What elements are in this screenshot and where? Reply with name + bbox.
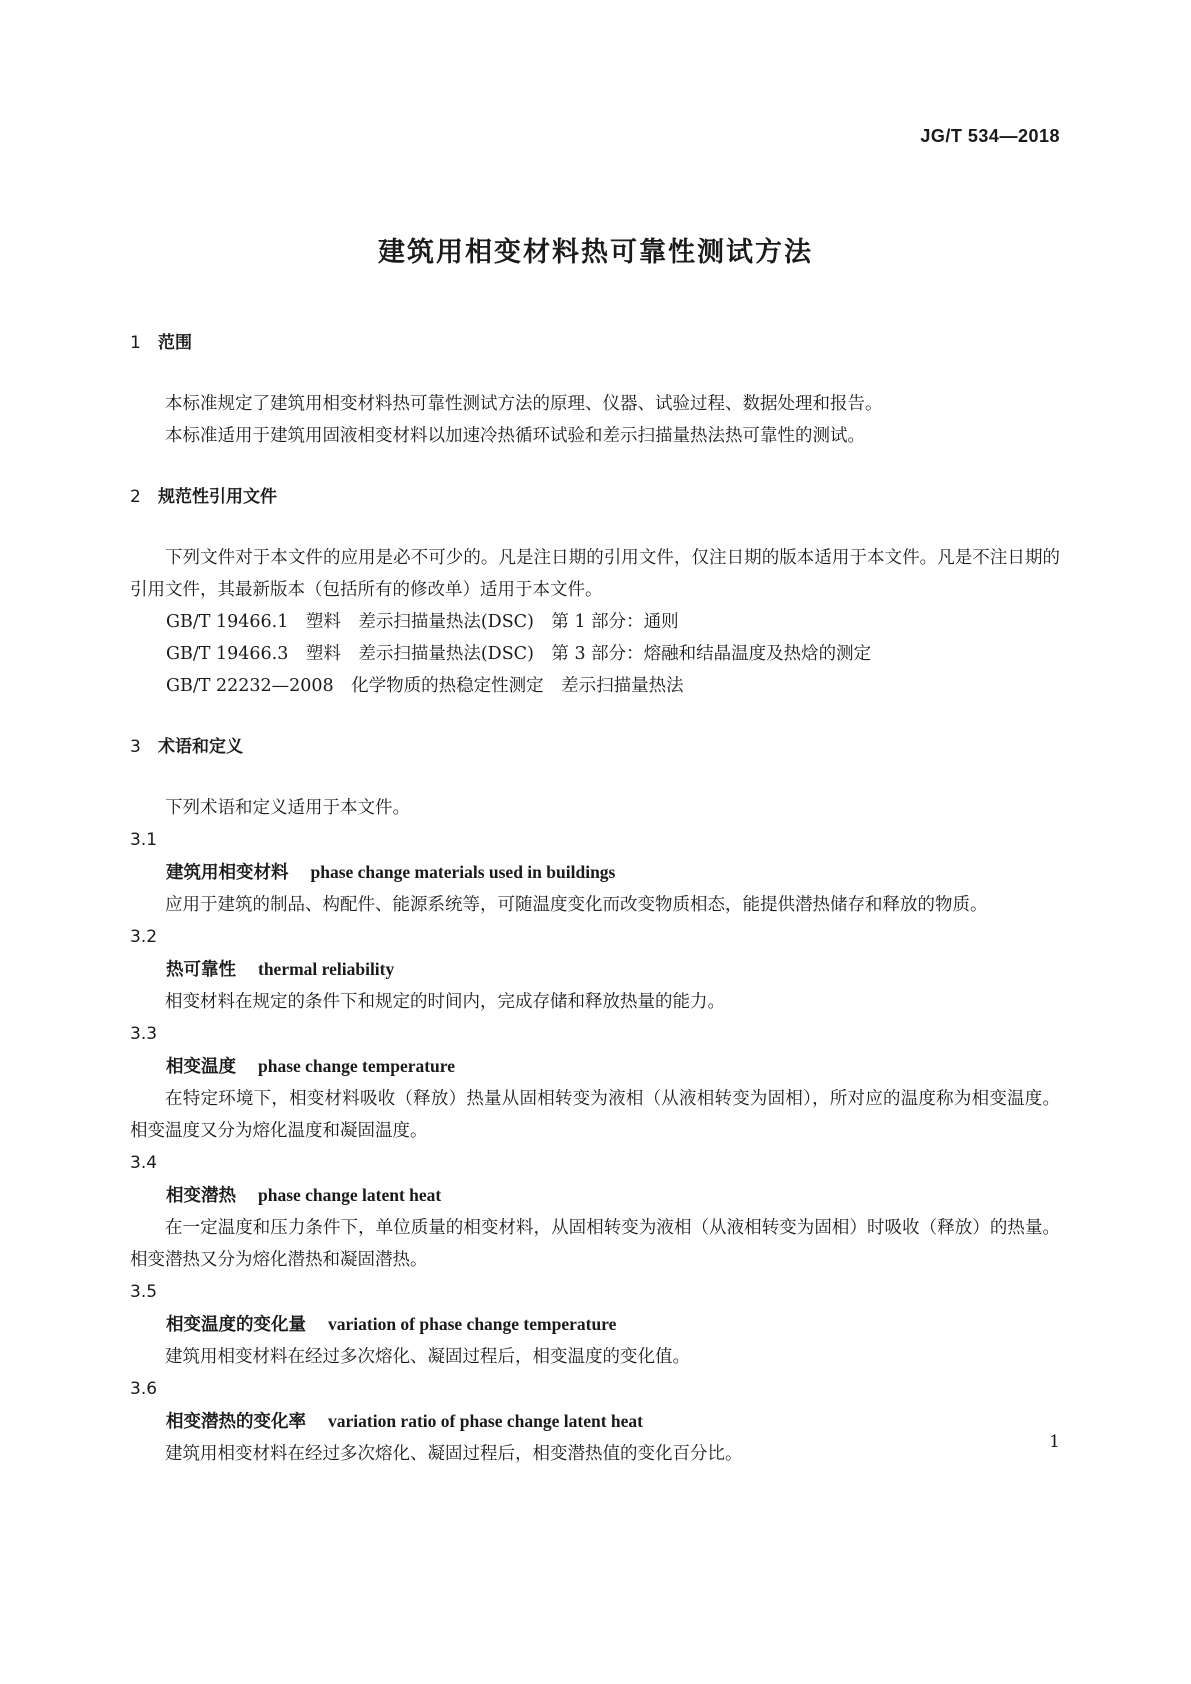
term-number: 3.2 xyxy=(130,927,158,947)
term-number: 3.5 xyxy=(130,1282,158,1302)
term-number: 3.4 xyxy=(130,1153,158,1173)
section-scope xyxy=(130,328,1060,452)
term-name-zh: 相变潜热的变化率 xyxy=(166,1412,306,1432)
section-title: 规范性引用文件 xyxy=(158,487,277,507)
document-title: 建筑用相变材料热可靠性测试方法 xyxy=(378,237,813,268)
term-name-zh: 热可靠性 xyxy=(166,960,236,980)
term-name-en: phase change latent heat xyxy=(258,1185,442,1205)
term-definition: 建筑用相变材料在经过多次熔化、凝固过程后，相变潜热值的变化百分比。 xyxy=(165,1444,743,1464)
paragraph: 本标准适用于建筑用固液相变材料以加速冷热循环试验和差示扫描量热法热可靠性的测试。 xyxy=(165,426,865,446)
section-number: 3 xyxy=(130,737,141,757)
term-name-en: variation of phase change temperature xyxy=(328,1314,617,1334)
term-name-zh: 建筑用相变材料 xyxy=(166,863,289,883)
section-normative-references xyxy=(130,482,1060,702)
term-number: 3.3 xyxy=(130,1024,158,1044)
page-number: 1 xyxy=(1049,1432,1060,1452)
reference-item: GB/T 19466.3 塑料 差示扫描量热法(DSC) 第 3 部分：熔融和结晶温度及热焓的测定 xyxy=(166,644,872,664)
section-number: 1 xyxy=(130,333,141,353)
term-definition: 在一定温度和压力条件下，单位质量的相变材料，从固相转变为液相（从液相转变为固相）时吸收（释放）的热量。相变潜热又分为熔化潜热和凝固潜热。 xyxy=(130,1218,1060,1270)
term-name xyxy=(130,1308,1060,1341)
term-name xyxy=(130,1050,1060,1083)
term-definition: 建筑用相变材料在经过多次熔化、凝固过程后，相变温度的变化值。 xyxy=(165,1347,690,1367)
section-number: 2 xyxy=(130,487,141,507)
term-entry xyxy=(130,1018,1060,1147)
term-entry xyxy=(130,824,1060,921)
term-entry xyxy=(130,1373,1060,1470)
term-name xyxy=(130,1405,1060,1438)
standard-code: JG/T 534—2018 xyxy=(920,126,1060,146)
term-entry xyxy=(130,1147,1060,1276)
term-definition: 在特定环境下，相变材料吸收（释放）热量从固相转变为液相（从液相转变为固相），所对应的温度称为相变温度。相变温度又分为熔化温度和凝固温度。 xyxy=(130,1089,1060,1141)
term-name-en: phase change temperature xyxy=(258,1056,456,1076)
term-name-en: variation ratio of phase change latent heat xyxy=(328,1411,643,1431)
section-title: 术语和定义 xyxy=(158,737,243,757)
paragraph: 下列文件对于本文件的应用是必不可少的。凡是注日期的引用文件，仅注日期的版本适用于本文件。凡是不注日期的引用文件，其最新版本（包括所有的修改单）适用于本文件。 xyxy=(130,548,1060,600)
term-name-en: thermal reliability xyxy=(258,959,395,979)
section-terms-definitions xyxy=(130,732,1060,1470)
term-number: 3.6 xyxy=(130,1379,158,1399)
term-entry xyxy=(130,1276,1060,1373)
term-name-zh: 相变温度的变化量 xyxy=(166,1315,306,1335)
paragraph: 本标准规定了建筑用相变材料热可靠性测试方法的原理、仪器、试验过程、数据处理和报告。 xyxy=(165,394,883,414)
document-body xyxy=(130,328,1060,1470)
reference-item: GB/T 19466.1 塑料 差示扫描量热法(DSC) 第 1 部分：通则 xyxy=(166,612,679,632)
section-heading xyxy=(130,328,1060,353)
term-definition: 应用于建筑的制品、构配件、能源系统等，可随温度变化而改变物质相态，能提供潜热储存和释放的物质。 xyxy=(165,895,988,915)
term-name xyxy=(130,856,1060,889)
term-name-zh: 相变潜热 xyxy=(166,1186,236,1206)
term-number: 3.1 xyxy=(130,830,158,850)
paragraph: 下列术语和定义适用于本文件。 xyxy=(165,798,410,818)
reference-item: GB/T 22232—2008 化学物质的热稳定性测定 差示扫描量热法 xyxy=(166,676,684,696)
term-name-zh: 相变温度 xyxy=(166,1057,236,1077)
term-name xyxy=(130,1179,1060,1212)
term-name xyxy=(130,953,1060,986)
term-entry xyxy=(130,921,1060,1018)
term-name-en: phase change materials used in buildings xyxy=(310,862,616,882)
section-heading xyxy=(130,732,1060,757)
section-title: 范围 xyxy=(158,333,192,353)
section-heading xyxy=(130,482,1060,507)
term-definition: 相变材料在规定的条件下和规定的时间内，完成存储和释放热量的能力。 xyxy=(165,992,725,1012)
